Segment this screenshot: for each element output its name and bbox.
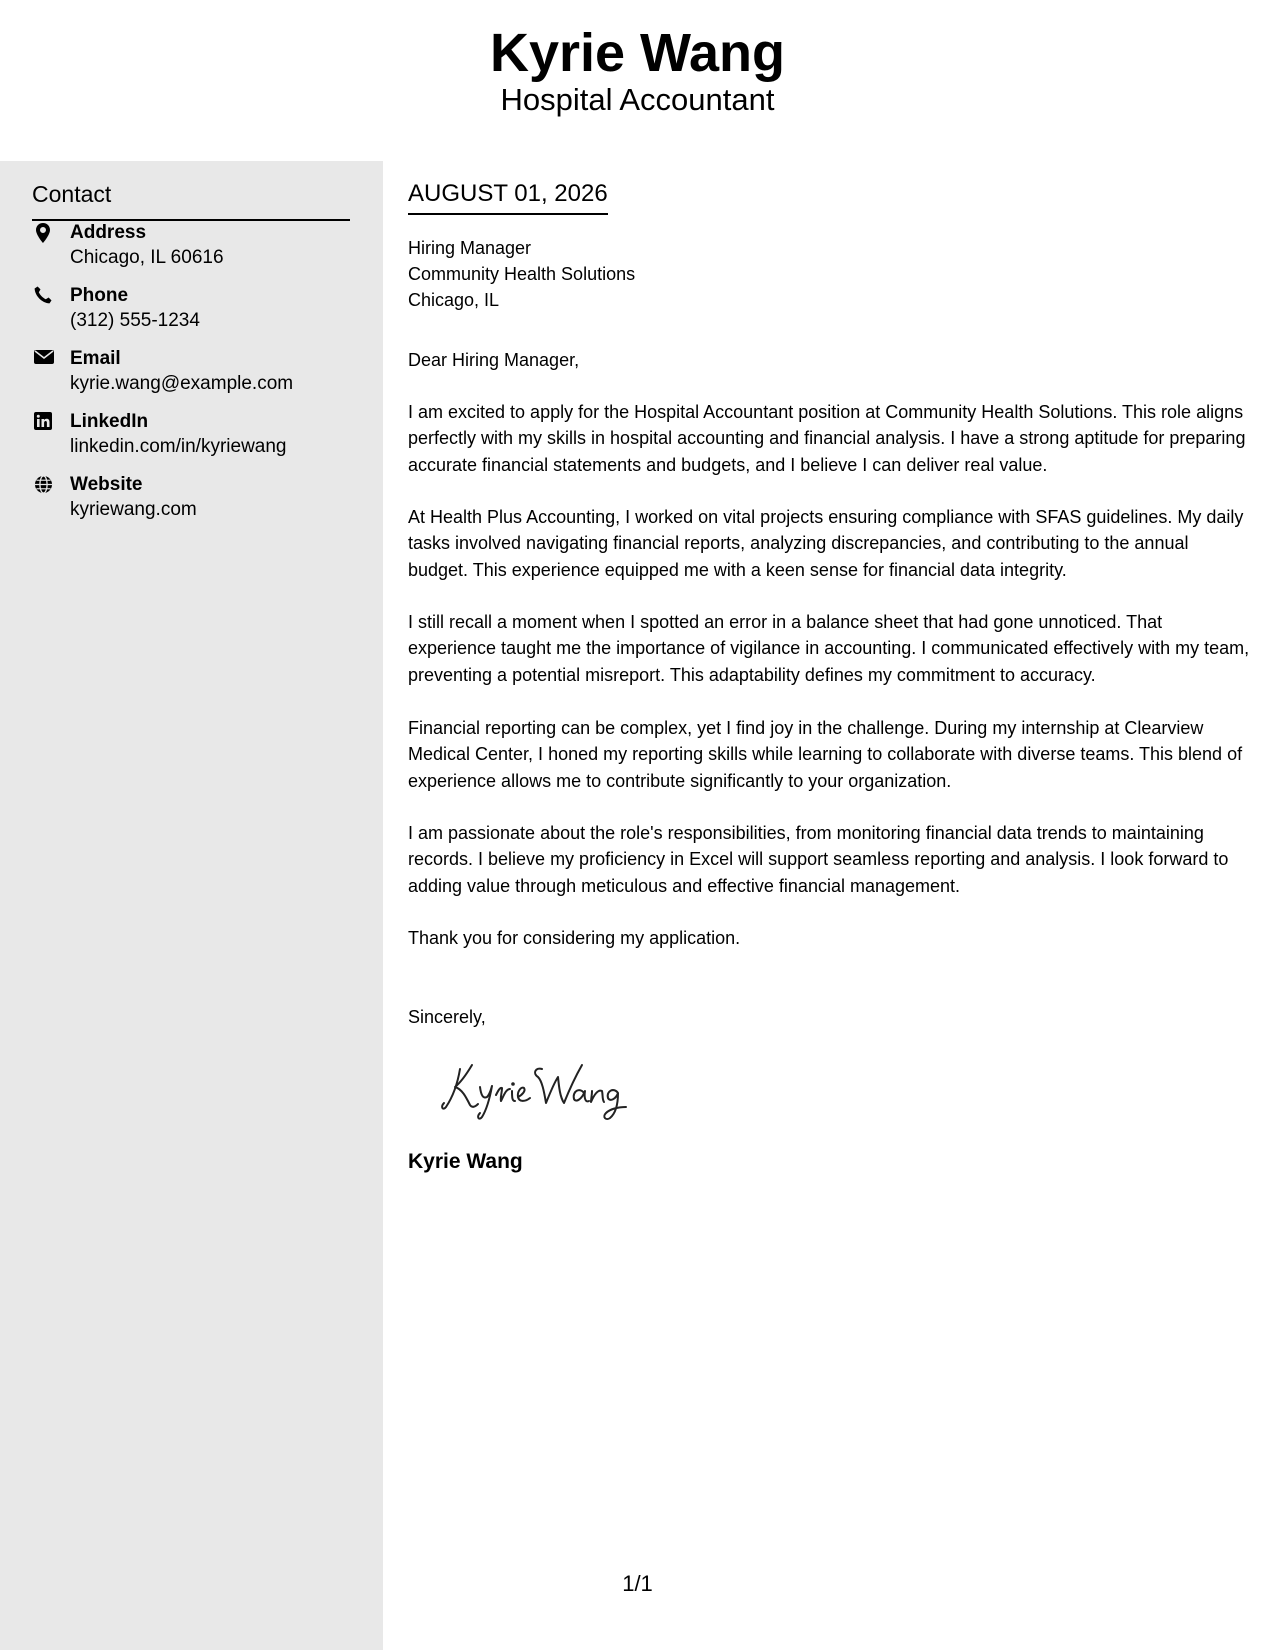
- phone-icon: [34, 286, 52, 304]
- contact-label: Phone: [70, 285, 129, 306]
- map-marker-icon: [34, 223, 52, 241]
- recipient-line: Chicago, IL: [408, 290, 500, 310]
- recipient-line: Community Health Solutions: [408, 264, 636, 284]
- closing: Sincerely,: [408, 1007, 486, 1027]
- contact-email: [32, 347, 362, 403]
- contact-value: linkedin.com/in/kyriewang: [70, 436, 287, 457]
- contact-value: (312) 555-1234: [70, 310, 200, 331]
- letter-paragraph: I am excited to apply for the Hospital Accountant position at Community Health Solutions. This role aligns perfectly with my skills in hospital accounting and financial analysis. I have a strong aptitude for preparing accurate financial statements and budgets, and I believe I can deliver real value.: [408, 402, 1246, 475]
- letter-paragraph: I am passionate about the role's responsibilities, from monitoring financial data trends to maintaining records. I believe my proficiency in Excel will support seamless reporting and analysis. I look forward to adding value through meticulous and effective financial management.: [408, 823, 1229, 896]
- page-number: 1/1: [622, 1571, 653, 1596]
- contact-label: Address: [70, 222, 147, 243]
- document-header: [0, 0, 1275, 160]
- contact-value: kyriewang.com: [70, 499, 197, 520]
- recipient-line: Hiring Manager: [408, 238, 532, 258]
- contact-label: Website: [70, 474, 143, 495]
- signer-name: Kyrie Wang: [408, 1150, 523, 1173]
- contact-address: [32, 221, 362, 277]
- salutation: Dear Hiring Manager,: [408, 350, 580, 370]
- contact-heading: Contact: [32, 177, 350, 221]
- contact-sidebar: [0, 161, 383, 1650]
- letter-paragraph: At Health Plus Accounting, I worked on vital projects ensuring compliance with SFAS guidelines. My daily tasks involved navigating financial reports, analyzing discrepancies, and contributing to the annual budget. This experience equipped me with a keen sense for financial data integrity.: [408, 507, 1244, 580]
- contact-value: Chicago, IL 60616: [70, 247, 224, 268]
- envelope-icon: [34, 349, 52, 367]
- handwritten-signature: [438, 1051, 658, 1121]
- job-title: Hospital Accountant: [500, 82, 775, 117]
- contact-phone: [32, 284, 362, 340]
- globe-icon: [34, 475, 52, 493]
- contact-label: LinkedIn: [70, 411, 149, 432]
- letter-date: AUGUST 01, 2026: [408, 179, 608, 215]
- contact-label: Email: [70, 348, 121, 369]
- linkedin-icon: [34, 412, 52, 430]
- letter-paragraph: Thank you for considering my application.: [408, 928, 741, 948]
- letter-paragraph: Financial reporting can be complex, yet I find joy in the challenge. During my internship at Clearview Medical Center, I honed my reporting skills while learning to collaborate with diverse teams. This blend of experience allows me to contribute significantly to your organization.: [408, 718, 1243, 791]
- recipient-block: [408, 235, 635, 313]
- contact-website: [32, 473, 362, 529]
- letter-paragraph: I still recall a moment when I spotted an error in a balance sheet that had gone unnoticed. That experience taught me the importance of vigilance in accounting. I communicated effectively with my team, preventing a potential misreport. This adaptability defines my commitment to accuracy.: [408, 612, 1250, 685]
- contact-linkedin: [32, 410, 362, 466]
- contact-value: kyrie.wang@example.com: [70, 373, 294, 394]
- applicant-name: Kyrie Wang: [489, 23, 786, 83]
